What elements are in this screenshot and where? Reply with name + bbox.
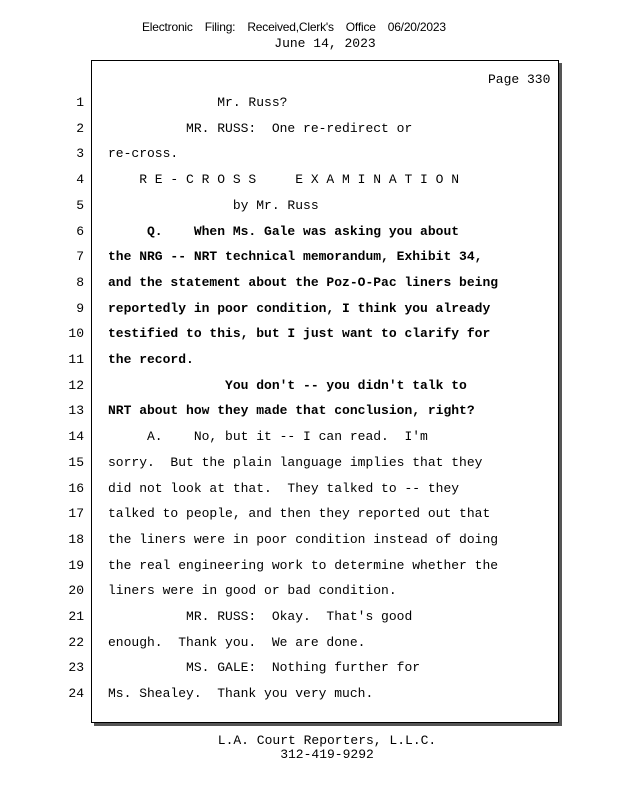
line-number: 21 [68,609,84,624]
transcript-line-text: NRT about how they made that conclusion, right? [108,403,475,418]
line-number: 4 [76,172,84,187]
transcript-line-text: the liners were in poor condition instead of doing [108,532,499,547]
reporter-company: L.A. Court Reporters, L.L.C. [217,733,437,748]
line-number: 10 [68,326,84,341]
transcript-line-text: and the statement about the Poz-O-Pac liners being [108,275,499,290]
line-number: 15 [68,455,84,470]
line-number: 5 [76,198,84,213]
transcript-line-text: MR. RUSS: Okay. That's good [108,609,413,624]
transcript-line-text: You don't -- you didn't talk to [108,378,467,393]
line-number: 23 [68,660,84,675]
transcript-line-text: did not look at that. They talked to -- they [108,481,460,496]
line-number: 12 [68,378,84,393]
line-number: 8 [76,275,84,290]
transcript-line-text: re-cross. [108,146,179,161]
electronic-filing-stamp [142,20,458,34]
line-number: 2 [76,121,84,136]
line-number: 22 [68,635,84,650]
line-number: 7 [76,249,84,264]
reporter-phone: 312-419-9292 [280,747,374,762]
line-number: 1 [76,95,84,110]
line-number: 16 [68,481,84,496]
transcript-date: June 14, 2023 [274,36,376,51]
filing-part: Electronic [142,20,193,34]
filing-part: 06/20/2023 [387,20,446,34]
transcript-line-text: liners were in good or bad condition. [108,583,397,598]
transcript-line-text: MR. RUSS: One re-redirect or [108,121,413,136]
line-number: 9 [76,301,84,316]
transcript-line-text: enough. Thank you. We are done. [108,635,366,650]
transcript-line-text: Ms. Shealey. Thank you very much. [108,686,374,701]
line-number: 19 [68,558,84,573]
filing-part: Received,Clerk's [247,20,334,34]
filing-part: Office [345,20,376,34]
transcript-line-text: the NRG -- NRT technical memorandum, Exhibit 34, [108,249,483,264]
transcript-line-text: the record. [108,352,194,367]
transcript-line-text: Q. When Ms. Gale was asking you about [108,224,460,239]
page-number: Page 330 [488,72,551,87]
transcript-line-text: testified to this, but I just want to clarify for [108,326,491,341]
transcript-line-text: the real engineering work to determine whether the [108,558,499,573]
line-number: 17 [68,506,84,521]
line-number: 24 [68,686,84,701]
line-number: 13 [68,403,84,418]
line-number: 11 [68,352,84,367]
line-number: 20 [68,583,84,598]
transcript-line-text: talked to people, and then they reported out that [108,506,491,521]
transcript-line-text: Mr. Russ? [108,95,288,110]
transcript-line-text: sorry. But the plain language implies that they [108,455,483,470]
line-number: 3 [76,146,84,161]
line-number: 6 [76,224,84,239]
line-number: 18 [68,532,84,547]
line-number: 14 [68,429,84,444]
transcript-line-text: A. No, but it -- I can read. I'm [108,429,428,444]
transcript-line-text: MS. GALE: Nothing further for [108,660,421,675]
transcript-line-text: reportedly in poor condition, I think you already [108,301,491,316]
transcript-line-text: R E - C R O S S E X A M I N A T I O N [108,172,460,187]
filing-part: Filing: [204,20,236,34]
transcript-line-text: by Mr. Russ [108,198,319,213]
